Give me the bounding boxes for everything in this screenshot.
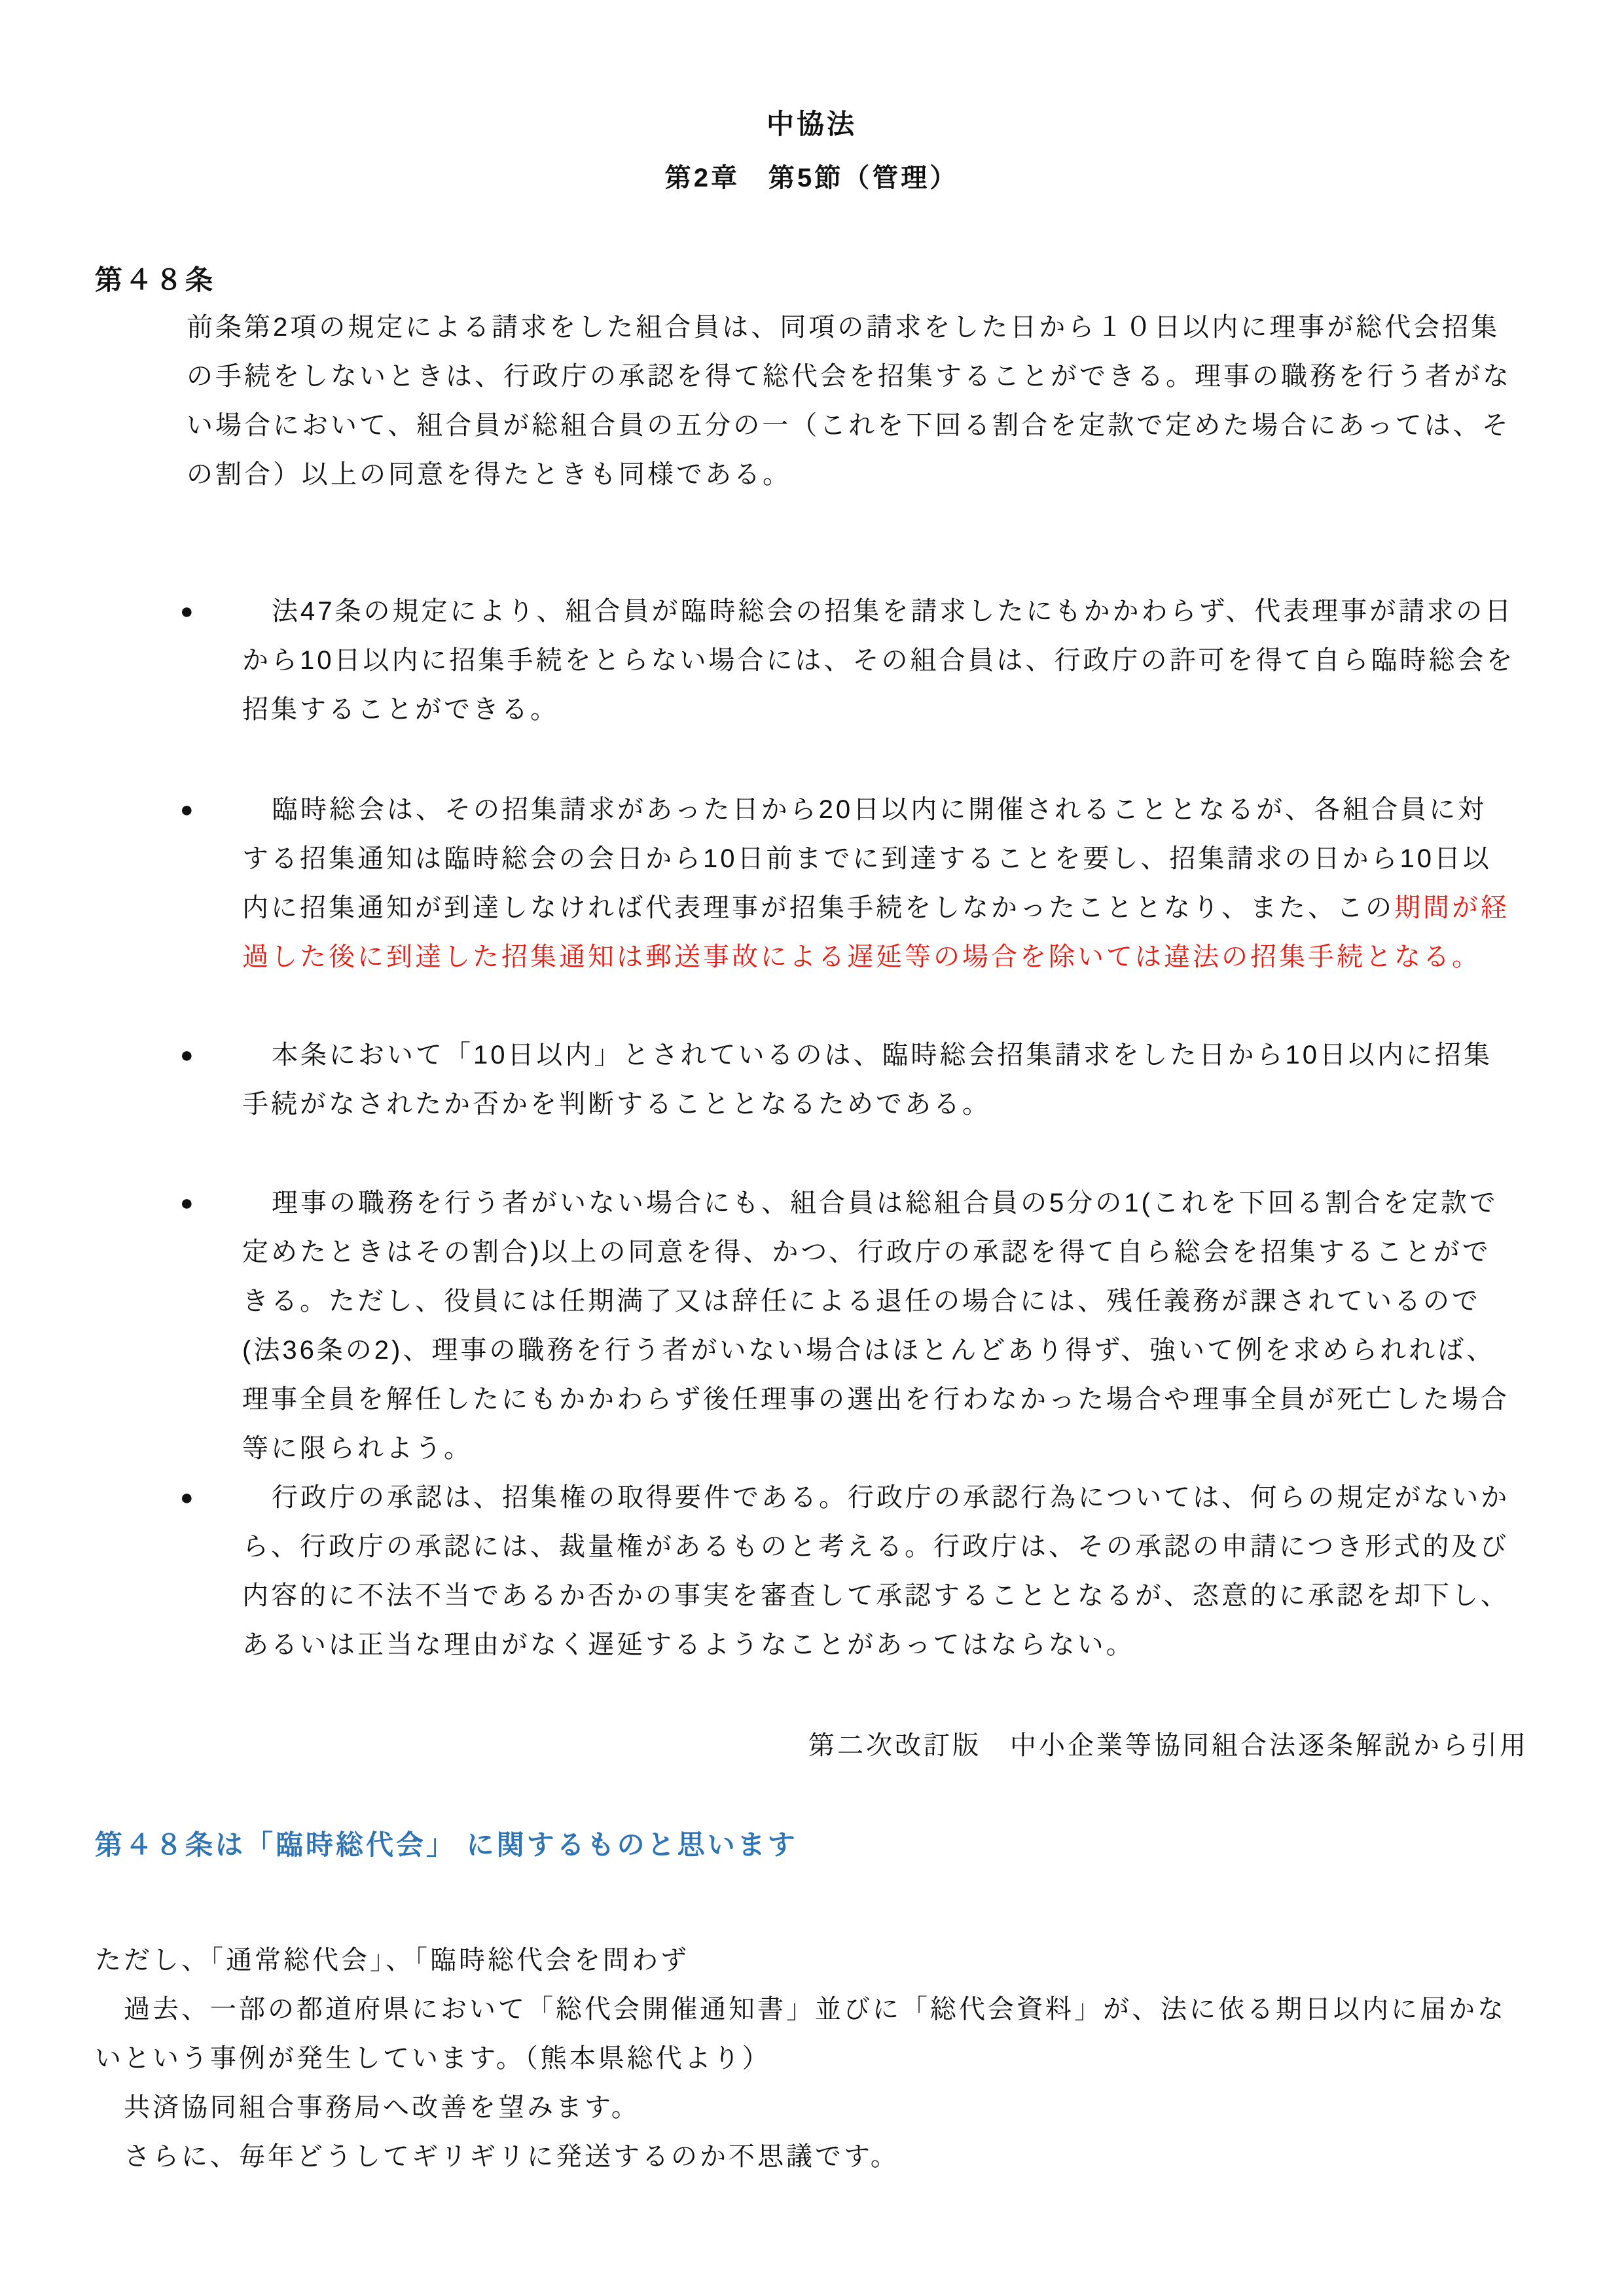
bullet-text — [242, 1179, 1515, 1473]
bullet-text-segment: 理事の職務を行う者がいない場合にも、組合員は総組合員の5分の1(これを下回る割合を定款で定めたときはその割合)以上の同意を得、かつ、行政庁の承認を得て自ら総会を招集することができる。ただし、役員には任期満了又は辞任による退任の場合には、残任義務が課されているので(法36条の2)、理事の職務を行う者がいない場合はほとんどあり得ず、強いて例を求められれば、理事全員を解任したにもかかわらず後任理事の選出を行わなかった場合や理事全員が死亡した場合等に限られよう。 — [242, 1189, 1509, 1463]
bullet-text-segment: 臨時総会は、その招集請求があった日から20日以内に開催されることとなるが、各組合員に対する招集通知は臨時総会の会日から10日前までに到達することを要し、招集請求の日から10日以内に招集通知が到達しなければ代表理事が招集手続をしなかったこととなり、また、この — [242, 795, 1492, 922]
opinion-paragraph: ただし、「通常総代会」、「臨時総代会を問わず — [95, 1946, 689, 1975]
article-body-text: 前条第2項の規定による請求をした組合員は、同項の請求をした日から１０日以内に理事が総代会招集の手続をしないときは、行政庁の承認を得て総代会を招集することができる。理事の職務を行う者がない場合において、組合員が総組合員の五分の一（これを下回る割合を定款で定めた場合にあっては、その割合）以上の同意を得たときも同様である。 — [187, 313, 1511, 489]
opinion-paragraph: さらに、毎年どうしてギリギリに発送するのか不思議です。 — [95, 2142, 899, 2171]
bullet-text-segment: 本条において「10日以内」とされているのは、臨時総会招集請求をした日から10日以内に招集手続がなされたか否かを判断することとなるためである。 — [242, 1041, 1492, 1119]
bullet-text-segment: 行政庁の承認は、招集権の取得要件である。行政庁の承認行為については、何らの規定がないから、行政庁の承認には、裁量権があるものと考える。行政庁は、その承認の申請につき形式的及び内容的に不法不当であるか否かの事実を審査して承認することとなるが、恣意的に承認を却下し、あるいは正当な理由がなく遅延するようなことがあってはならない。 — [242, 1483, 1510, 1659]
bullet-item — [180, 1179, 1515, 1473]
opinion-heading: 第４８条は「臨時総代会」 に関するものと思います — [95, 1829, 798, 1860]
bullet-icon: ● — [180, 1043, 196, 1067]
bullet-icon: ● — [180, 797, 196, 822]
bullet-text — [242, 785, 1515, 982]
bullet-text — [242, 1473, 1515, 1670]
page-content — [95, 0, 1528, 2296]
opinion-paragraph: 共済協同組合事務局へ改善を望みます。 — [95, 2093, 640, 2122]
bullet-icon: ● — [180, 1485, 196, 1510]
bullet-text — [242, 1031, 1515, 1129]
bullet-icon: ● — [180, 599, 196, 624]
opinion-paragraph: 過去、一部の都道府県において「総代会開催通知書」並びに「総代会資料」が、法に依る期日以内に届かないという事例が発生しています。（熊本県総代より） — [95, 1995, 1506, 2073]
bullet-text — [242, 587, 1515, 734]
bullet-icon: ● — [180, 1191, 196, 1215]
opinion-paragraphs — [95, 1936, 1528, 2181]
article-number-heading: 第４８条 — [95, 264, 216, 295]
bullet-text-red-segment: 期間が経過した後に到達した招集通知は郵送事故による遅延等の場合を除いては違法の招集手続となる。 — [242, 893, 1509, 971]
citation-line: 第二次改訂版 中小企業等協同組合法逐条解説から引用 — [808, 1731, 1528, 1760]
bullet-item — [180, 785, 1515, 982]
chapter-section-heading: 第2章 第5節（管理） — [664, 164, 959, 192]
law-title: 中協法 — [766, 109, 857, 139]
bullet-text-segment: 法47条の規定により、組合員が臨時総会の招集を請求したにもかかわらず、代表理事が請求の日から10日以内に招集手続をとらない場合には、その組合員は、行政庁の許可を得て自ら臨時総会を招集することができる。 — [242, 597, 1515, 724]
bullet-item — [180, 587, 1515, 734]
bullet-item — [180, 1473, 1515, 1670]
bullet-item — [180, 1031, 1515, 1129]
